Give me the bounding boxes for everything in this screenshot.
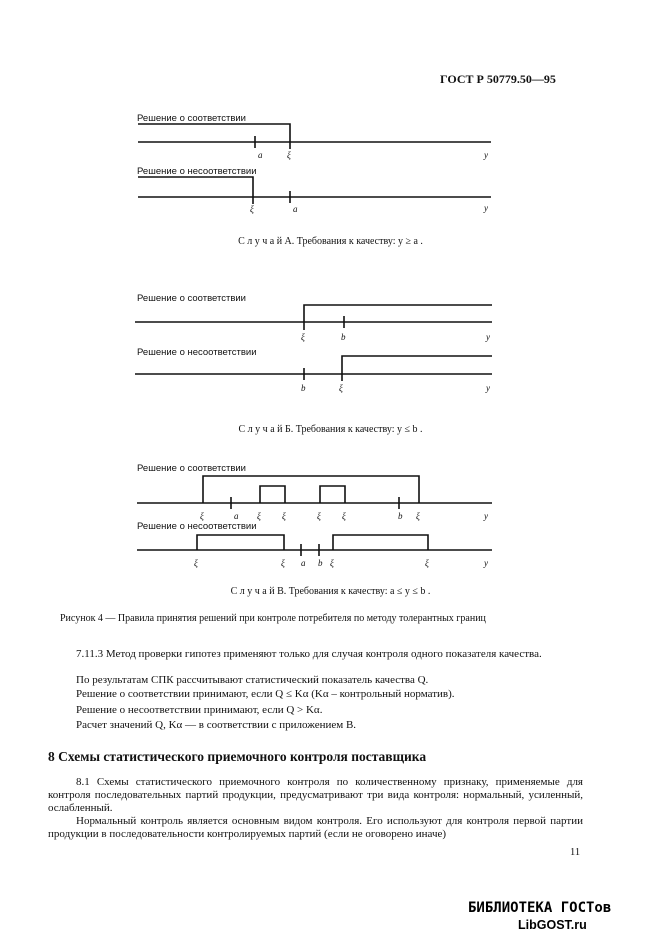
figure-title: Рисунок 4 — Правила принятия решений при контроле потребителя по методу толерантных границ <box>60 613 486 624</box>
case-a-conform-step <box>138 124 290 142</box>
case-a-nonconform-step <box>138 177 253 197</box>
case-c-nonconform-xi-1: ξ <box>194 558 198 568</box>
case-a-caption <box>0 236 661 247</box>
case-c-conform-xi-2: ξ <box>257 511 261 521</box>
case-c-conform-xi-5: ξ <box>342 511 346 521</box>
case-c-conform-b: b <box>398 511 403 521</box>
case-c-conform-inner-step-2 <box>320 486 345 503</box>
case-c-nonconform-label: Решение о несоответствии <box>137 521 257 532</box>
case-c-nonconform-step-right <box>333 535 428 550</box>
case-b-conform-b: b <box>341 332 346 342</box>
case-c-conform-xi-3: ξ <box>282 511 286 521</box>
case-c-nonconform-xi-2: ξ <box>281 558 285 568</box>
paragraph-stat-indicator: По результатам СПК рассчитывают статистический показатель качества Q. <box>76 674 429 686</box>
watermark-title: БИБЛИОТЕКА ГОСТов <box>468 900 612 916</box>
case-c-nonconform-a: a <box>301 558 306 568</box>
section-heading: 8 Схемы статистического приемочного контроля поставщика <box>48 749 427 764</box>
case-a-nonconform-a: a <box>293 204 298 214</box>
paragraph-8-1: 8.1 Схемы статистического приемочного контроля по количественному признаку, применяемые для контроля последовательных партий продукции, предусматривают три вида контроля: нормальный, усиленный, ослабленный. <box>48 776 583 814</box>
case-b-nonconform-b: b <box>301 383 306 393</box>
case-b-caption <box>0 424 661 435</box>
case-c-conform-outer-step <box>203 476 419 503</box>
case-c-conform-xi-6: ξ <box>416 511 420 521</box>
case-b-nonconform-label: Решение о несоответствии <box>137 347 257 358</box>
case-a-conform-xi: ξ <box>287 150 291 160</box>
case-c-caption <box>0 586 661 597</box>
case-c-conform-xi-4: ξ <box>317 511 321 521</box>
case-a-nonconform-label: Решение о несоответствии <box>137 166 257 177</box>
case-b-nonconform-y: y <box>486 383 490 393</box>
page-number: 11 <box>570 847 581 858</box>
case-a-caption-text: А. Требования к качеству: y ≥ a . <box>284 236 423 247</box>
watermark-site: LibGOST.ru <box>518 918 587 932</box>
case-b-nonconform-xi: ξ <box>339 383 343 393</box>
case-b-nonconform-step <box>342 356 492 374</box>
case-c-conform-a: a <box>234 511 239 521</box>
case-a-conform-y: y <box>484 150 488 160</box>
case-c-nonconform-xi-3: ξ <box>330 558 334 568</box>
case-c-conform-inner-step-1 <box>260 486 285 503</box>
case-b-conform-xi: ξ <box>301 332 305 342</box>
case-a-conform-a: a <box>258 150 263 160</box>
case-c-conform-label: Решение о соответствии <box>137 463 246 474</box>
case-c-nonconform-step-left <box>197 535 284 550</box>
document-code: ГОСТ Р 50779.50—95 <box>440 72 556 86</box>
case-b-conform-step <box>304 305 492 322</box>
case-c-nonconform-xi-4: ξ <box>425 558 429 568</box>
case-b-caption-text: Б. Требования к качеству: y ≤ b . <box>285 424 423 435</box>
case-c-conform-y: y <box>484 511 488 521</box>
case-b-caption-word: С л у ч а й <box>238 424 283 435</box>
paragraph-calculation: Расчет значений Q, Kα — в соответствии с приложением В. <box>76 719 357 731</box>
case-a-caption-word: С л у ч а й <box>238 236 283 247</box>
case-b-conform-label: Решение о соответствии <box>137 293 246 304</box>
case-a-nonconform-xi: ξ <box>250 204 254 214</box>
case-c-caption-word: С л у ч а й <box>230 586 275 597</box>
case-c-nonconform-y: y <box>484 558 488 568</box>
case-c-caption-text: В. Требования к качеству: a ≤ y ≤ b . <box>277 586 431 597</box>
case-c-nonconform-b: b <box>318 558 323 568</box>
case-c-conform-xi-1: ξ <box>200 511 204 521</box>
case-b-conform-y: y <box>486 332 490 342</box>
case-a-conform-label: Решение о соответствии <box>137 113 246 124</box>
paragraph-nonconform-rule: Решение о несоответствии принимают, если Q > Kα. <box>76 704 323 716</box>
paragraph-normal-control: Нормальный контроль является основным видом контроля. Его используют для контроля первой партии продукции в последовательности контролируемых партий (если не оговорено иначе) <box>48 815 583 840</box>
case-a-nonconform-y: y <box>484 203 488 213</box>
paragraph-7-11-3: 7.11.3 Метод проверки гипотез применяют только для случая контроля одного показателя качества. <box>76 648 542 660</box>
paragraph-conform-rule: Решение о соответствии принимают, если Q ≤ Kα (Kα – контрольный норматив). <box>76 688 455 700</box>
